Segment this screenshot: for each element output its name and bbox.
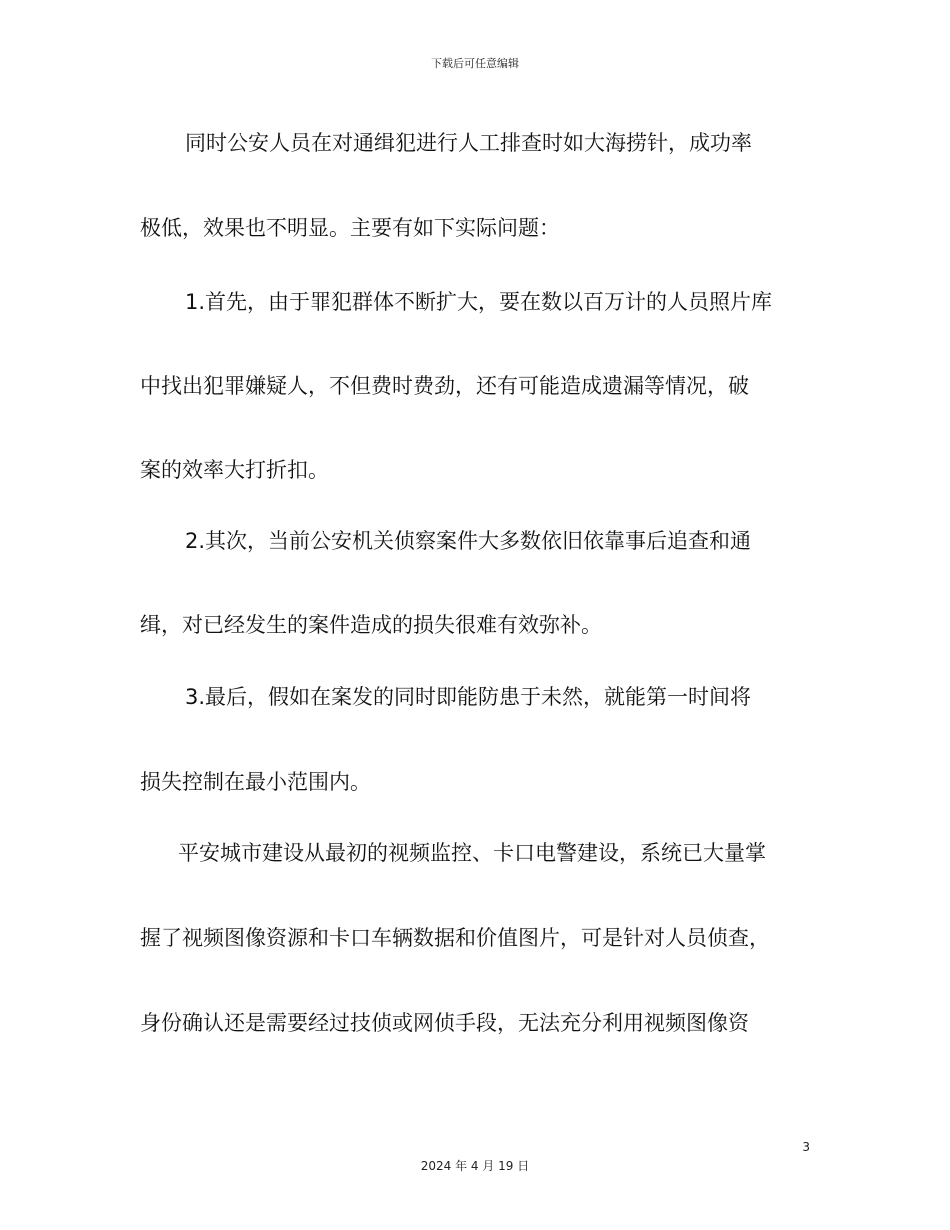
list-item-3-line-2: 损失控制在最小范围内。 [140,770,371,794]
list-item-1-line-1: 1.首先，由于罪犯群体不断扩大，要在数以百万计的人员照片库 [185,290,773,314]
page-number: 3 [802,1140,810,1154]
list-item-2-line-2: 缉，对已经发生的案件造成的损失很难有效弥补。 [140,613,602,637]
paragraph-2-line-1: 平安城市建设从最初的视频监控、卡口电警建设，系统已大量掌 [178,841,766,865]
list-item-2-line-1: 2.其次，当前公安机关侦察案件大多数依旧依靠事后追查和通 [185,529,752,553]
footer-date: 2024 年 4 月 19 日 [420,1159,530,1173]
paragraph-2-line-3: 身份确认还是需要经过技侦或网侦手段，无法充分利用视频图像资 [140,1011,749,1035]
paragraph-1-line-1: 同时公安人员在对通缉犯进行人工排查时如大海捞针，成功率 [185,131,752,155]
list-item-1-line-2: 中找出犯罪嫌疑人，不但费时费劲，还有可能造成遗漏等情况，破 [140,374,749,398]
page-header: 下载后可任意编辑 [431,57,519,70]
paragraph-1-line-2: 极低，效果也不明显。主要有如下实际问题： [140,216,560,240]
list-item-1-line-3: 案的效率大打折扣。 [140,458,329,482]
paragraph-2-line-2: 握了视频图像资源和卡口车辆数据和价值图片，可是针对人员侦查， [140,926,770,950]
list-item-3-line-1: 3.最后，假如在案发的同时即能防患于未然，就能第一时间将 [185,685,752,709]
